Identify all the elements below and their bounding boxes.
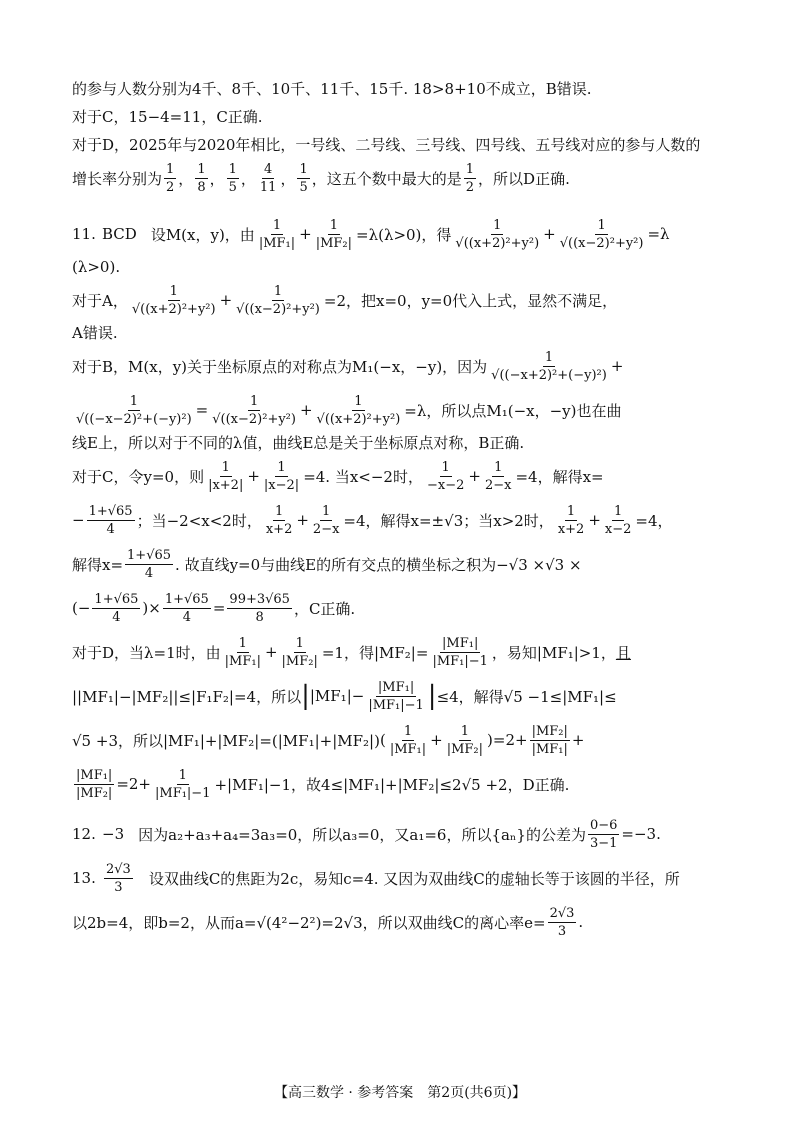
fraction: $\frac{1}{2-x}$	[312, 503, 340, 537]
fraction: $\frac{1}{\text{|MF₁|−1}}$	[155, 767, 211, 801]
growth-rate-line: 增长率分别为 $\frac{1}{2}$ ， $\frac{1}{8}$ ， $\frac{1}{5}$ ， $\frac{4}{11}$ ， $\frac{1}{5}$ ，这五个数中最大的是 $\frac{1}{2}$ ，所以D正确.	[72, 161, 570, 195]
fraction: $\frac{1}{8}$	[197, 161, 206, 195]
fraction: $\frac{1}{\text{|MF₁|}}$	[224, 635, 261, 669]
fraction: $\frac{1}{\text{√((x+2)²+y²)}}$	[131, 283, 216, 317]
answer-key: $\frac{2√3}{3}$	[106, 861, 131, 895]
fraction: $\frac{1}{-x-2}$	[426, 459, 465, 493]
fraction: $\frac{1}{\text{|MF₁|}}$	[389, 723, 427, 757]
fraction: $\frac{4}{11}$	[259, 161, 277, 195]
fraction: $\frac{1}{\text{|MF₂|}}$	[315, 217, 353, 251]
q11-option-b: 对于B，M(x，y)关于坐标原点的对称点为M₁(−x，−y)，因为 $\frac{1}{\text{√((−x+2)²+(−y)²)}}$ +	[72, 349, 624, 383]
fraction: $\frac{1}{\text{|MF₂|}}$	[281, 635, 318, 669]
q11-option-c-cont2: 解得x= $\frac{1+√65}{4}$ . 故直线y=0与曲线E的所有交点的横坐标之积为−√3 ×√3 ×	[72, 547, 582, 581]
q13-line-cont: 以2b=4，即b=2，从而a=√(4²−2²)=2√3，所以双曲线C的离心率e= $\frac{2√3}{3}$ .	[72, 905, 584, 939]
fraction: $\frac{1}{\text{|MF₂|}}$	[446, 723, 484, 757]
fraction: $\frac{1}{x+2}$	[265, 503, 293, 537]
text-line: 对于C，15−4=11，C正确.	[72, 108, 263, 126]
text-line: A错误.	[72, 324, 118, 342]
fraction: $\frac{1}{2}$	[465, 161, 475, 195]
fraction: $\frac{1}{\text{√((x−2)²+y²)}}$	[236, 283, 320, 317]
fraction: $\frac{\text{|MF₁|}}{\text{|MF₁|−1}}$	[368, 679, 424, 713]
answer-key: BCD	[102, 225, 137, 243]
text-line: 线E上，所以对于不同的λ值，曲线E总是关于坐标原点对称，B正确.	[72, 434, 525, 452]
text-line: 对于D，2025年与2020年相比，一号线、二号线、三号线、四号线、五号线对应的参与人数的	[72, 136, 701, 154]
fraction: $\frac{1}{|x+2|}$	[208, 459, 244, 493]
q11-option-c: 对于C，令y=0，则 $\frac{1}{|x+2|}$ + $\frac{1}{|x-2|}$ =4. 当x<−2时， $\frac{1}{-x-2}$ + $\frac{1}{2-x}$ =4，解得x=	[72, 459, 604, 493]
question-number: 11.	[72, 225, 96, 243]
fraction: $\frac{2√3}{3}$	[549, 905, 575, 939]
q11-option-a: 对于A， $\frac{1}{\text{√((x+2)²+y²)}}$ + $\frac{1}{\text{√((x−2)²+y²)}}$ =2，把x=0，y=0代入上式，显然不满足，	[72, 283, 618, 317]
fraction: $\frac{1}{|x-2|}$	[263, 459, 300, 493]
question-number: 12.	[72, 825, 96, 843]
q11-option-c-cont3: (− $\frac{1+√65}{4}$ )× $\frac{1+√65}{4}$ = $\frac{99+3√65}{8}$ ，C正确.	[72, 591, 356, 625]
fraction: $\frac{0-6}{3-1}$	[589, 817, 618, 851]
fraction: $\frac{\text{|MF₁|}}{\text{|MF₁|−1}}$	[432, 635, 488, 669]
q11-option-b-cont: $\frac{1}{\text{√((−x−2)²+(−y)²)}}$ = $\frac{1}{\text{√((x−2)²+y²)}}$ + $\frac{1}{\text{√((x+2)²+y²)}}$ =λ，所以点M₁(−x，−y)也在曲	[76, 393, 622, 427]
answer-key: −3	[102, 825, 125, 843]
fraction: $\frac{1}{5}$	[228, 161, 237, 195]
fraction: $\frac{1}{\text{√((x+2)²+y²)}}$	[455, 217, 540, 251]
fraction: $\frac{1+√65}{4}$	[94, 591, 139, 625]
text-line: 的参与人数分别为4千、8千、10千、11千、15千. 18>8+10不成立，B错误.	[72, 80, 592, 98]
fraction: $\frac{1}{x-2}$	[604, 503, 632, 537]
q11-option-c-cont: − $\frac{1+√65}{4}$ ；当−2<x<2时， $\frac{1}{x+2}$ + $\frac{1}{2-x}$ =4，解得x=±√3；当x>2时， $\frac{1}{x+2}$ + $\frac{1}{x-2}$ =4，	[72, 503, 673, 537]
fraction: $\frac{\text{|MF₁|}}{\text{|MF₂|}}$	[76, 767, 113, 801]
fraction: $\frac{1}{\text{√((x+2)²+y²)}}$	[316, 393, 401, 427]
text-line: (λ>0).	[72, 258, 121, 276]
fraction: $\frac{1}{\text{√((x−2)²+y²)}}$	[559, 217, 644, 251]
fraction: $\frac{1+√65}{4}$	[88, 503, 133, 537]
q12-line: 12. −3 因为a₂+a₃+a₄=3a₃=0，所以a₃=0，又a₁=6，所以{aₙ}的公差为 $\frac{0-6}{3-1}$ =−3.	[72, 817, 661, 851]
fraction: $\frac{1+√65}{4}$	[164, 591, 209, 625]
question-number: 13.	[72, 869, 96, 887]
fraction: $\frac{1}{5}$	[299, 161, 308, 195]
fraction: $\frac{1}{x+2}$	[557, 503, 585, 537]
q11-first-line: 11. BCD 设M(x，y)，由 $\frac{1}{\text{|MF₁|}}$ + $\frac{1}{\text{|MF₂|}}$ =λ(λ>0)，得 $\frac{1}{\text{√((x+2)²+y²)}}$ + $\frac{1}{\text{√((x−2)²+y²)}}$ =λ	[72, 217, 670, 251]
q13-line: 13. $\frac{2√3}{3}$ 设双曲线C的焦距为2c，易知c=4. 又因为双曲线C的虚轴长等于该圆的半径，所	[72, 861, 680, 895]
fraction: $\frac{1}{\text{√((−x+2)²+(−y)²)}}$	[491, 349, 607, 383]
fraction: $\frac{99+3√65}{8}$	[229, 591, 290, 625]
q11-option-d: 对于D，当λ=1时，由 $\frac{1}{\text{|MF₁|}}$ + $\frac{1}{\text{|MF₂|}}$ =1，得|MF₂|= $\frac{\text{|MF₁|}}{\text{|MF₁|−1}}$ ，易知|MF₁|>1， 且	[72, 635, 631, 669]
fraction: $\frac{1}{\text{|MF₁|}}$	[258, 217, 296, 251]
fraction: $\frac{1+√65}{4}$	[127, 547, 172, 581]
page-footer: 【高三数学 · 参考答案 第2页(共6页)】	[273, 1085, 527, 1101]
fraction: $\frac{1}{2}$	[166, 161, 175, 195]
page-content	[72, 78, 732, 944]
q11-option-d-cont: ||MF₁|−|MF₂||≤|F₁F₂|=4，所以 | |MF₁|− $\frac{\text{|MF₁|}}{\text{|MF₁|−1}}$ | ≤4，解得√5 −1≤|MF₁|≤	[72, 679, 617, 713]
q11-option-d-cont3: $\frac{\text{|MF₁|}}{\text{|MF₂|}}$ =2+ $\frac{1}{\text{|MF₁|−1}}$ +|MF₁|−1，故4≤|MF₁|+|MF₂|≤2√5 +2，D正确.	[76, 767, 570, 801]
fraction: $\frac{\text{|MF₂|}}{\text{|MF₁|}}$	[531, 723, 568, 757]
fraction: $\frac{1}{2-x}$	[484, 459, 512, 493]
q11-option-d-cont2: √5 +3，所以|MF₁|+|MF₂|=(|MF₁|+|MF₂|) ( $\frac{1}{\text{|MF₁|}}$ + $\frac{1}{\text{|MF₂|}}$ ) =2+ $\frac{\text{|MF₂|}}{\text{|MF₁|}}$ +	[72, 723, 585, 757]
fraction: $\frac{1}{\text{√((−x−2)²+(−y)²)}}$	[76, 393, 192, 427]
fraction: $\frac{1}{\text{√((x−2)²+y²)}}$	[212, 393, 296, 427]
